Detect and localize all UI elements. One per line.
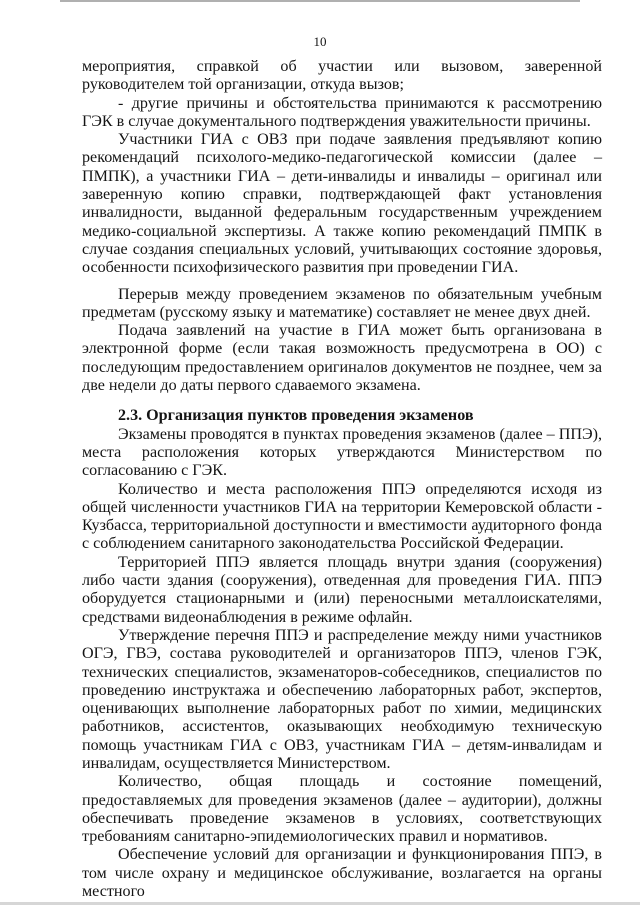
paragraph-other-reasons: - другие причины и обстоятельства принимаются к рассмотрению ГЭК в случае документального подтверждения уважительности причины. (82, 94, 602, 130)
scan-top-edge (60, 0, 580, 2)
paragraph-ppe-locations: Количество и места расположения ППЭ определяются исходя из общей численности участников ГИА на территории Кемеровской области - Кузбасса, территориальной доступности и вместимости аудиторного фонда с соблюдением санитарного законодательства Российской Федерации. (82, 480, 602, 553)
paragraph-electronic-applications: Подача заявлений на участие в ГИА может быть организована в электронной форме (если такая возможность предусмотрена в ОО) с последующим предоставлением оригиналов документов не позднее, чем за две недели до даты первого сдаваемого экзамена. (82, 322, 602, 395)
document-body (82, 58, 602, 901)
paragraph-ovz-participants: Участники ГИА с ОВЗ при подаче заявления предъявляют копию рекомендаций психолого-медико-педагогической комиссии (далее – ПМПК), а участники ГИА – дети-инвалиды и инвалиды – оригинал или заверенную копию справки, подтверждающей факт установления инвалидности, выданной федеральным государственным учреждением медико-социальной экспертизы. А также копию рекомендаций ПМПК в случае создания специальных условий, учитывающих состояние здоровья, особенности психофизического развития при проведении ГИА. (82, 131, 602, 277)
paragraph-continuation: мероприятия, справкой об участии или вызовом, заверенной руководителем той организации, откуда вызов; (82, 58, 602, 94)
paragraph-exam-points: Экзамены проводятся в пунктах проведения экзаменов (далее – ППЭ), места расположения которых утверждаются Министерством по согласованию с ГЭК. (82, 425, 602, 480)
paragraph-ppe-conditions: Обеспечение условий для организации и функционирования ППЭ, в том числе охрану и медицинское обслуживание, возлагается на органы местного (82, 846, 602, 901)
paragraph-ppe-territory: Территорией ППЭ является площадь внутри здания (сооружения) либо части здания (сооружения), отведенная для проведения ГИА. ППЭ оборудуется стационарными и (или) переносными металлоискателями, средствами видеонаблюдения в режиме офлайн. (82, 553, 602, 626)
paragraph-rooms: Количество, общая площадь и состояние помещений, предоставляемых для проведения экзаменов (далее – аудитории), должны обеспечивать проведение экзаменов в условиях, соответствующих требованиям санитарно-эпидемиологических правил и нормативов. (82, 773, 602, 846)
page-number: 10 (313, 34, 327, 49)
paragraph-exam-break: Перерыв между проведением экзаменов по обязательным учебным предметам (русскому языку и математике) составляет не менее двух дней. (82, 285, 602, 321)
paragraph-ppe-approval: Утверждение перечня ППЭ и распределение между ними участников ОГЭ, ГВЭ, состава руководителей и организаторов ППЭ, членов ГЭК, технических специалистов, экзаменаторов-собеседников, специалистов по проведению инструктажа и обеспечению лабораторных работ, экспертов, оценивающих выполнение лабораторных работ по химии, медицинских работников, ассистентов, оказывающих необходимую техническую помощь участникам ГИА с ОВЗ, участникам ГИА – детям-инвалидам и инвалидам, осуществляется Министерством. (82, 626, 602, 772)
section-heading: 2.3. Организация пунктов проведения экзаменов (118, 407, 474, 425)
